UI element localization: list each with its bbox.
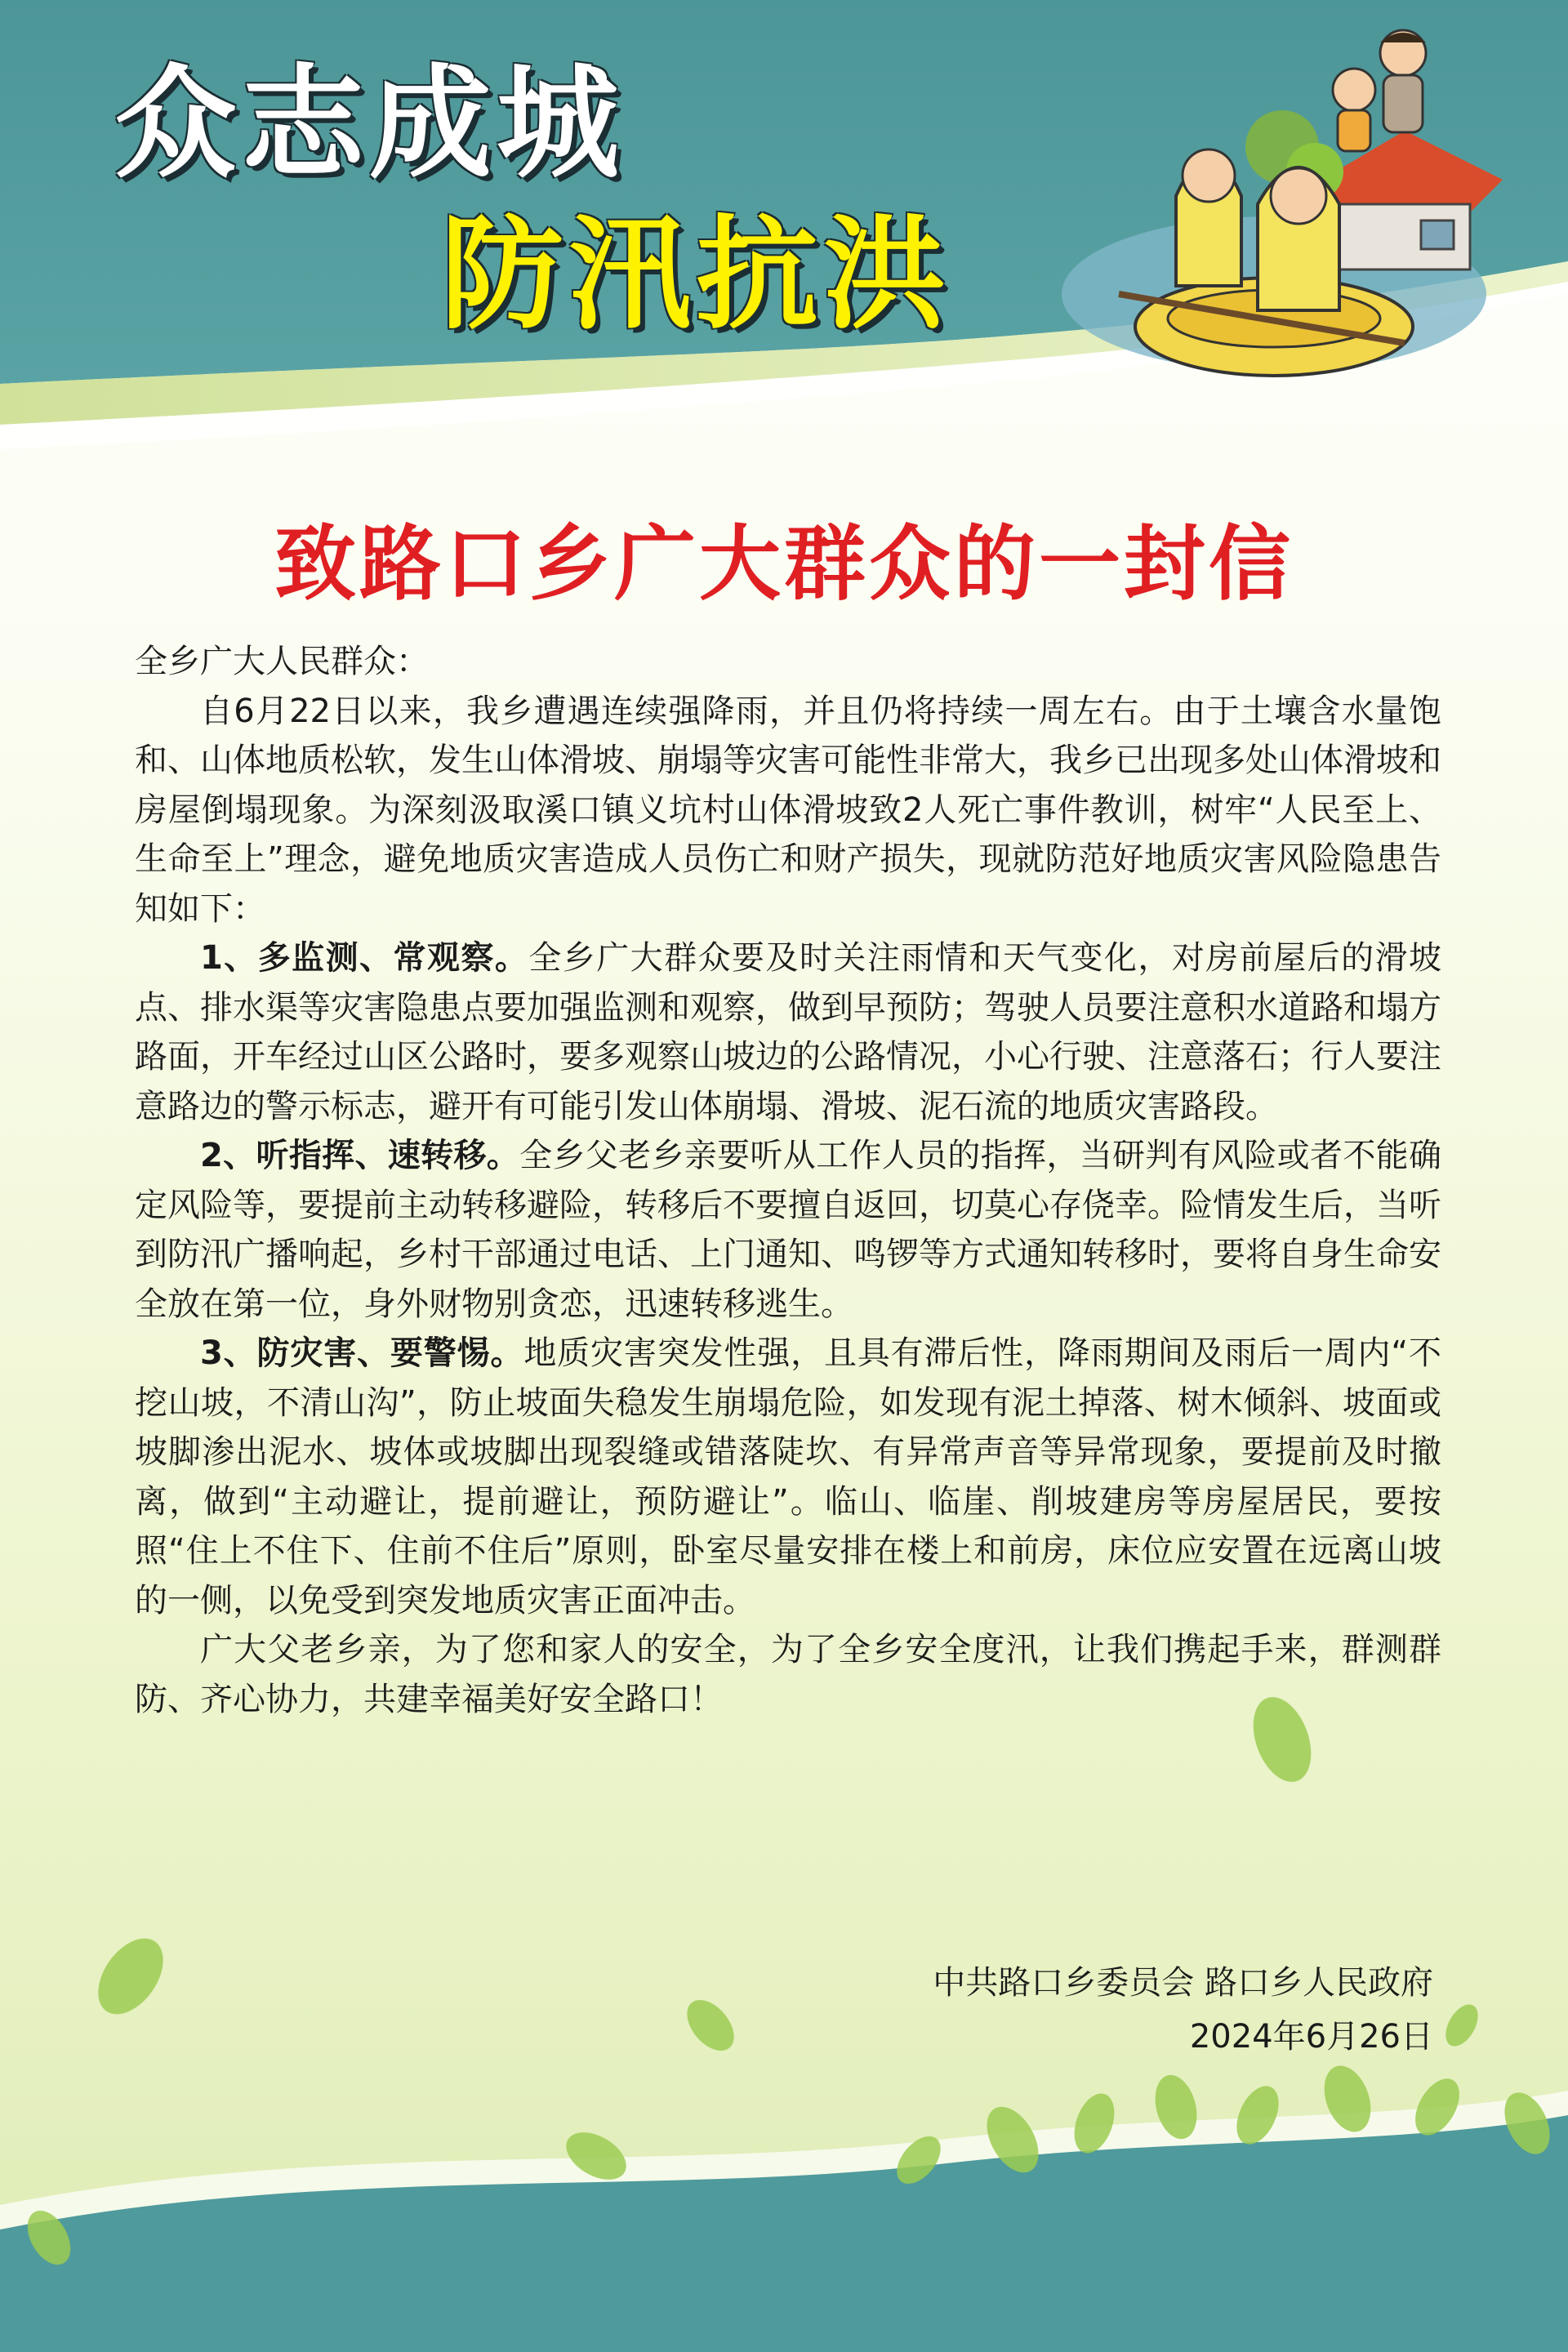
signature-organizations: 中共路口乡委员会 路口乡人民政府 [933,1964,1433,2002]
item-3-heading: 3、防灾害、要警惕。 [200,1334,524,1372]
letter-title: 致路口乡广大群众的一封信 [274,516,1294,612]
letter-body [135,637,1441,1724]
letter-salutation: 全乡广大人民群众： [135,643,429,680]
item-3-text: 地质灾害突发性强，且具有滞后性，降雨期间及雨后一周内“不挖山坡，不清山沟”，防止坡面失稳发生崩塌危险，如发现有泥土掉落、树木倾斜、坡面或坡脚渗出泥水、坡体或坡脚出现裂缝或错落陡坎、有异常声音等异常现象，要提前及时撤离，做到“主动避让，提前避让，预防避让”。临山、临崖、削坡建房等房屋居民，要按照“住上不住下、住前不住后”原则，卧室尽量安排在楼上和前房，床位应安置在远离山坡的一侧，以免受到突发地质灾害正面冲击。 [135,1334,1441,1619]
letter-item-2 [135,1131,1441,1329]
item-1-heading: 1、多监测、常观察。 [200,939,529,977]
letter-item-3 [135,1329,1441,1625]
slogan-line-1: 众志成城 [114,53,625,195]
letter-intro: 自6月22日以来，我乡遭遇连续强降雨，并且仍将持续一周左右。由于土壤含水量饱和、山体地质松软，发生山体滑坡、崩塌等灾害可能性非常大，我乡已出现多处山体滑坡和房屋倒塌现象。为深刻汲取溪口镇义坑村山体滑坡致2人死亡事件教训，树牢“人民至上、生命至上”理念，避免地质灾害造成人员伤亡和财产损失，现就防范好地质灾害风险隐患告知如下： [135,692,1441,928]
item-2-text: 全乡父老乡亲要听从工作人员的指挥，当研判有风险或者不能确定风险等，要提前主动转移避险，转移后不要擅自返回，切莫心存侥幸。险情发生后，当听到防汛广播响起，乡村干部通过电话、上门通知、鸣锣等方式通知转移时，要将自身生命安全放在第一位，身外财物别贪恋，迅速转移逃生。 [135,1137,1441,1323]
slogan-line-2: 防汛抗洪 [441,204,951,346]
item-1-text: 全乡广大群众要及时关注雨情和天气变化，对房前屋后的滑坡点、排水渠等灾害隐患点要加强监测和观察，做到早预防；驾驶人员要注意积水道路和塌方路面，开车经过山区公路时，要多观察山坡边的公路情况，小心行驶、注意落石；行人要注意路边的警示标志，避开有可能引发山体崩塌、滑坡、泥石流的地质灾害路段。 [135,939,1441,1125]
item-2-heading: 2、听指挥、速转移。 [200,1137,520,1174]
letter-item-1 [135,933,1441,1131]
signature-block [933,1956,1433,2064]
letter-closing: 广大父老乡亲，为了您和家人的安全，为了全乡安全度汛，让我们携起手来，群测群防、齐心协力，共建幸福美好安全路口！ [135,1631,1441,1718]
signature-date: 2024年6月26日 [1189,2018,1433,2056]
